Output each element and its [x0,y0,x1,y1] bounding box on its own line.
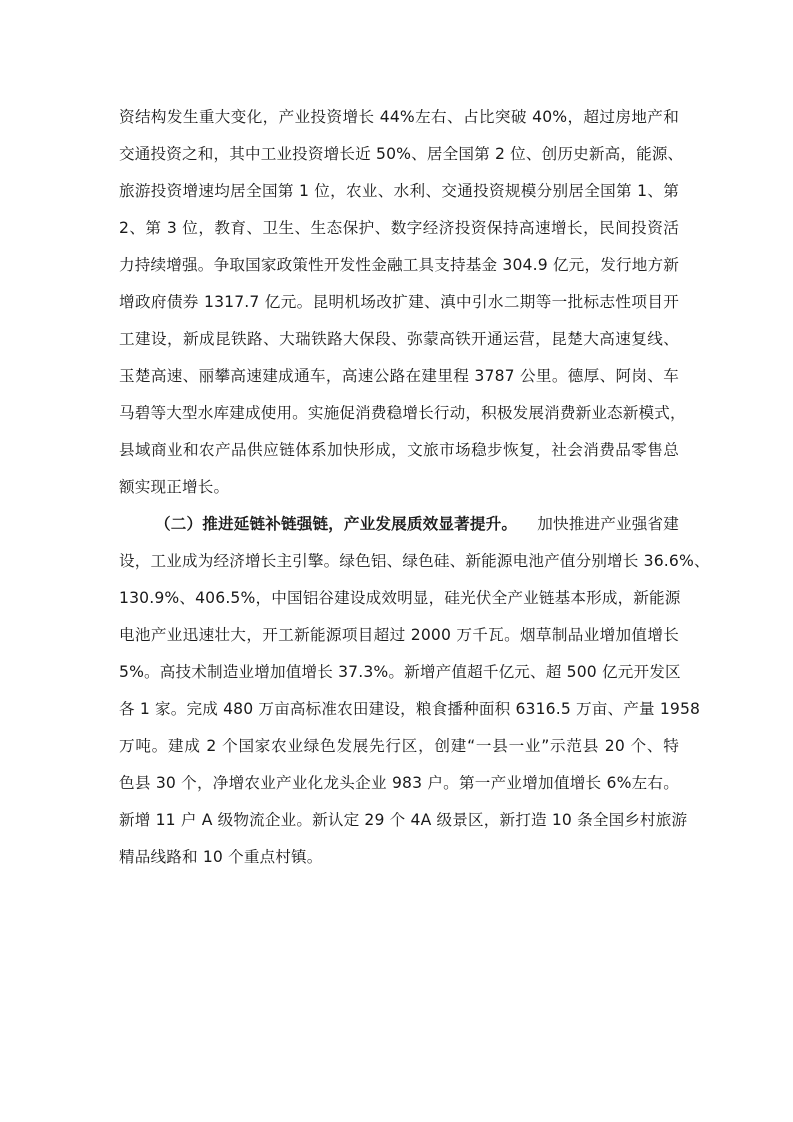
section-heading: （二）推进延链补链强链，产业发展质效显著提升。 [155,515,518,533]
text-line: 资结构发生重大变化，产业投资增长 44%左右、占比突破 40%，超过房地产和 [119,108,679,126]
text-line: 交通投资之和，其中工业投资增长近 50%、居全国第 2 位、创历史新高，能源、 [119,145,684,163]
text-line: 色县 30 个，净增农业产业化龙头企业 983 户。第一产业增加值增长 6%左右。 [119,774,679,792]
text-line: 电池产业迅速壮大，开工新能源项目超过 2000 万千瓦。烟草制品业增加值增长 [119,626,679,644]
text-line: 万吨。建成 2 个国家农业绿色发展先行区，创建“一县一业”示范县 20 个、特 [119,737,679,755]
text-line: 玉楚高速、丽攀高速建成通车，高速公路在建里程 3787 公里。德厚、阿岗、车 [119,367,679,385]
text-line: 马碧等大型水库建成使用。实施促消费稳增长行动，积极发展消费新业态新模式， [119,404,686,422]
text-line: 各 1 家。完成 480 万亩高标准农田建设，粮食播种面积 6316.5 万亩、产量 1958 [119,700,701,718]
text-line: 工建设，新成昆铁路、大瑞铁路大保段、弥蒙高铁开通运营，昆楚大高速复线、 [119,330,679,348]
text-line: 130.9%、406.5%，中国铝谷建设成效明显，硅光伏全产业链基本形成，新能源 [119,589,681,607]
text-line: 力持续增强。争取国家政策性开发性金融工具支持基金 304.9 亿元，发行地方新 [119,256,679,274]
text-line: 县域商业和农产品供应链体系加快形成，文旅市场稳步恢复，社会消费品零售总 [119,441,679,459]
text-line: 新增 11 户 A 级物流企业。新认定 29 个 4A 级景区，新打造 10 条全国乡村旅游 [119,811,688,829]
text-line: 精品线路和 10 个重点村镇。 [119,848,323,866]
text-line: 5%。高技术制造业增加值增长 37.3%。新增产值超千亿元、超 500 亿元开发区 [119,663,681,681]
section-heading-continuation: 加快推进产业强省建 [537,515,679,533]
text-line-first [155,511,679,537]
text-line: 设，工业成为经济增长主引擎。绿色铝、绿色硅、新能源电池产值分别增长 36.6%、 [119,552,710,570]
text-line: 旅游投资增速均居全国第 1 位，农业、水利、交通投资规模分别居全国第 1、第 [119,182,679,200]
text-line: 2、第 3 位，教育、卫生、生态保护、数字经济投资保持高速增长，民间投资活 [119,219,679,237]
text-line: 增政府债券 1317.7 亿元。昆明机场改扩建、滇中引水二期等一批标志性项目开 [119,293,679,311]
text-line: 额实现正增长。 [119,478,230,496]
